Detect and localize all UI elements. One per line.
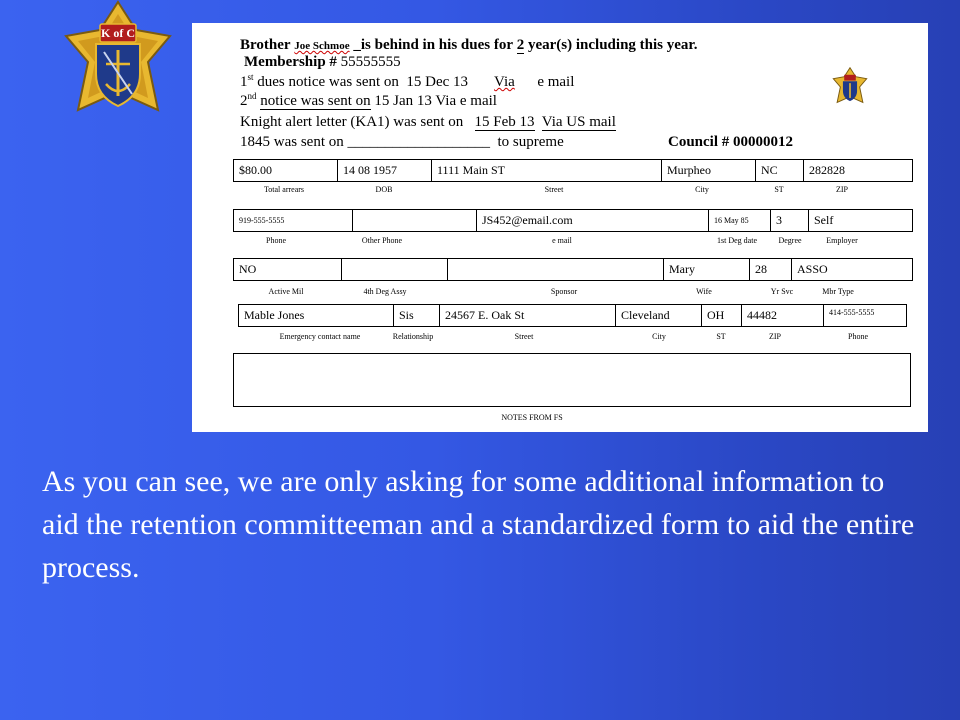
years-behind: 2 <box>516 37 525 53</box>
street-value: 1111 Main ST <box>431 160 661 181</box>
label-wife: Wife <box>696 287 712 296</box>
label-email: e mail <box>552 236 572 245</box>
emergency-city-value: Cleveland <box>615 305 701 326</box>
notes-label: NOTES FROM FS <box>501 413 563 422</box>
form-row-emergency-contact <box>238 304 907 327</box>
knights-of-columbus-emblem-logo <box>62 0 174 124</box>
email-value: JS452@email.com <box>476 210 708 231</box>
form-line-knight-alert: Knight alert letter (KA1) was sent on 15 Feb 13 Via US mail <box>240 114 616 130</box>
council-number: Council # 00000012 <box>668 134 794 150</box>
label-emergency-st: ST <box>716 332 726 341</box>
zip-value: 282828 <box>803 160 914 181</box>
label-relationship: Relationship <box>392 332 434 341</box>
form-line-second-notice: 2nd notice was sent on 15 Jan 13 Via e mail <box>240 91 497 109</box>
member-type-value: ASSO <box>791 259 914 280</box>
label-dob: DOB <box>375 185 393 194</box>
form-line-brother: Brother Joe Schmoe _is behind in his dues for 2 year(s) including this year. <box>240 37 698 53</box>
emergency-phone-value: 414-555-5555 <box>823 305 908 326</box>
fourth-deg-assy-value <box>341 259 447 280</box>
label-street: Street <box>544 185 564 194</box>
label-city: City <box>695 185 709 194</box>
form-row-contact <box>233 209 913 232</box>
label-emergency-city: City <box>652 332 666 341</box>
label-emergency-phone: Phone <box>848 332 868 341</box>
label-first-deg-date: 1st Deg date <box>717 236 757 245</box>
label-emergency-zip: ZIP <box>769 332 781 341</box>
emergency-street-value: 24567 E. Oak St <box>439 305 615 326</box>
employer-value: Self <box>808 210 914 231</box>
emergency-state-value: OH <box>701 305 741 326</box>
form-line-1845: 1845 was sent on ___________________ to supreme <box>240 134 564 150</box>
label-degree: Degree <box>778 236 802 245</box>
label-zip: ZIP <box>836 185 848 194</box>
label-mbr-type: Mbr Type <box>822 287 854 296</box>
phone-value: 919-555-5555 <box>239 216 285 225</box>
emergency-zip-value: 44482 <box>741 305 823 326</box>
sponsor-value <box>447 259 663 280</box>
degree-value: 3 <box>770 210 808 231</box>
emergency-contact-name-value: Mable Jones <box>244 308 305 322</box>
knights-of-columbus-small-emblem-logo <box>832 67 868 107</box>
active-mil-value: NO <box>239 262 257 276</box>
label-emergency-contact-name: Emergency contact name <box>279 332 361 341</box>
label-total-arrears: Total arrears <box>263 185 305 194</box>
label-active-mil: Active Mil <box>268 287 304 296</box>
city-value: Murpheo <box>661 160 755 181</box>
label-other-phone: Other Phone <box>361 236 403 245</box>
first-degree-date-value: 16 May 85 <box>708 210 770 231</box>
notes-box <box>233 353 911 407</box>
label-emergency-street: Street <box>514 332 534 341</box>
form-line-first-notice: 1st dues notice was sent on 15 Dec 13 Via e mail <box>240 72 575 90</box>
state-value: NC <box>755 160 803 181</box>
svg-text:K of C: K of C <box>101 26 135 40</box>
slide-caption: As you can see, we are only asking for some additional information to aid the retention committeeman and a standardized form to aid the entire process. <box>42 465 915 584</box>
label-sponsor: Sponsor <box>550 287 578 296</box>
label-st: ST <box>774 185 784 194</box>
wife-value: Mary <box>663 259 749 280</box>
dob-value: 14 08 1957 <box>337 160 431 181</box>
other-phone-value <box>352 210 476 231</box>
label-employer: Employer <box>826 236 858 245</box>
form-row-membership <box>233 258 913 281</box>
label-fourth-deg-assy: 4th Deg Assy <box>363 287 407 296</box>
form-line-membership: Membership # 55555555 <box>244 54 401 70</box>
form-row-address <box>233 159 913 182</box>
relationship-value: Sis <box>393 305 439 326</box>
label-phone: Phone <box>266 236 286 245</box>
years-service-value: 28 <box>749 259 791 280</box>
member-name: Joe Schmoe <box>294 40 350 52</box>
total-arrears-value: $80.00 <box>239 163 272 177</box>
label-yr-svc: Yr Svc <box>770 287 794 296</box>
dues-delinquency-form <box>192 23 928 432</box>
